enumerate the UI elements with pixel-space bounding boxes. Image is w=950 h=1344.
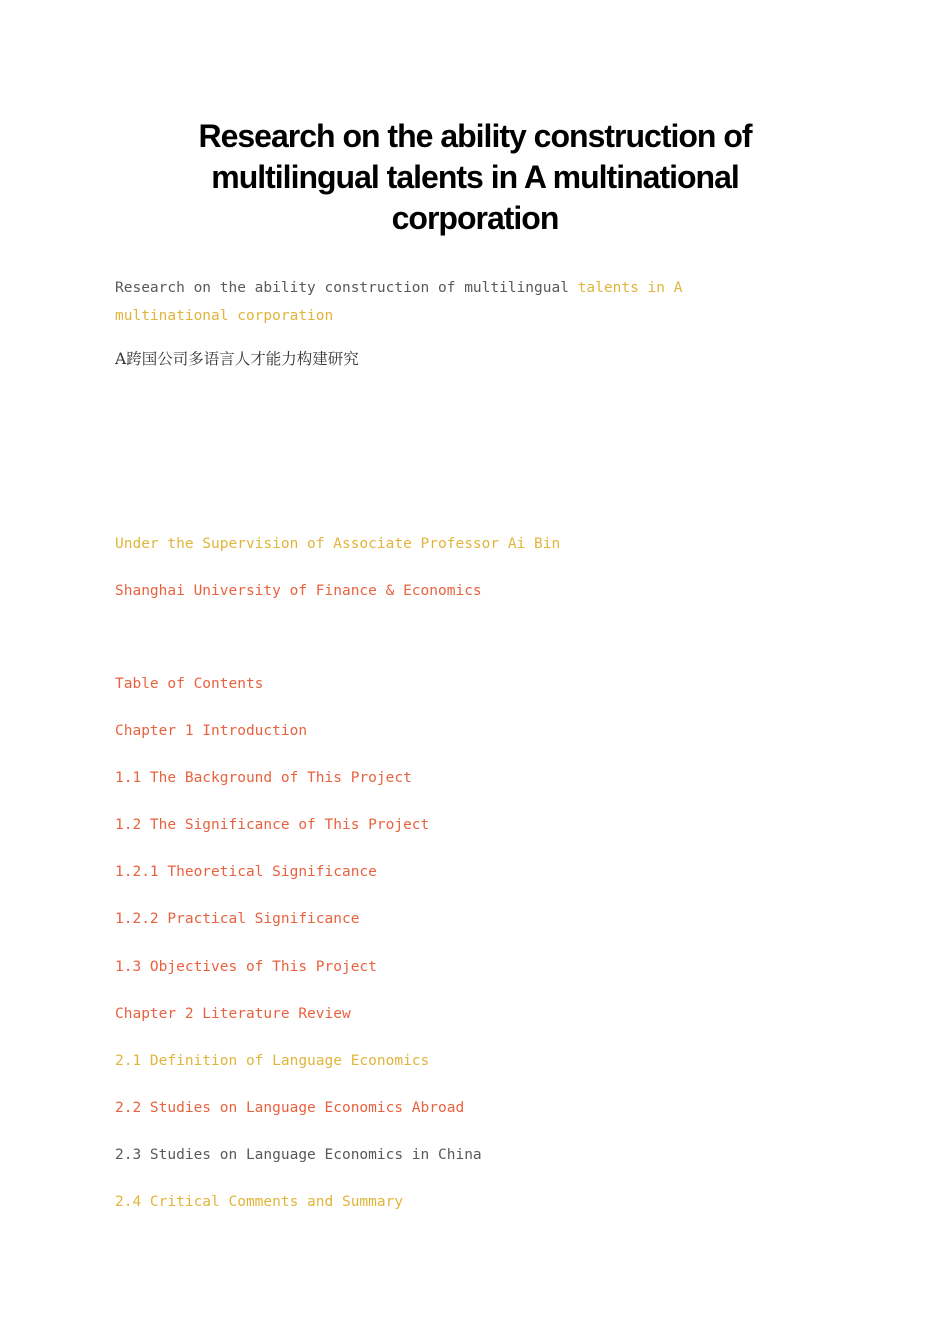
toc-item[interactable]: 2.3 Studies on Language Economics in China	[115, 1147, 482, 1163]
subtitle-part-2: talents in A multinational corporation	[115, 280, 683, 324]
toc-item[interactable]: 2.2 Studies on Language Economics Abroad	[115, 1100, 465, 1116]
subtitle-part-1: Research on the ability construction of multilingual	[115, 280, 578, 296]
english-subtitle	[115, 274, 795, 330]
chinese-title: A跨国公司多语言人才能力构建研究	[115, 350, 359, 368]
toc-item[interactable]: 1.1 The Background of This Project	[115, 770, 412, 786]
toc-item[interactable]: 1.2.1 Theoretical Significance	[115, 864, 377, 880]
toc-item[interactable]: 2.1 Definition of Language Economics	[115, 1053, 430, 1069]
toc-item[interactable]: Chapter 1 Introduction	[115, 723, 308, 739]
toc-item[interactable]: 1.2.2 Practical Significance	[115, 911, 360, 927]
university-line: Shanghai University of Finance & Economics	[115, 583, 482, 599]
toc-item[interactable]: 1.3 Objectives of This Project	[115, 959, 377, 975]
toc-item[interactable]: 1.2 The Significance of This Project	[115, 817, 430, 833]
toc-item[interactable]: Chapter 2 Literature Review	[115, 1006, 351, 1022]
toc-heading: Table of Contents	[115, 676, 264, 692]
toc-item[interactable]: 2.4 Critical Comments and Summary	[115, 1194, 404, 1210]
supervision-line: Under the Supervision of Associate Professor Ai Bin	[115, 536, 561, 552]
document-title: Research on the ability construction of multilingual talents in A multinational corporation	[198, 118, 752, 236]
